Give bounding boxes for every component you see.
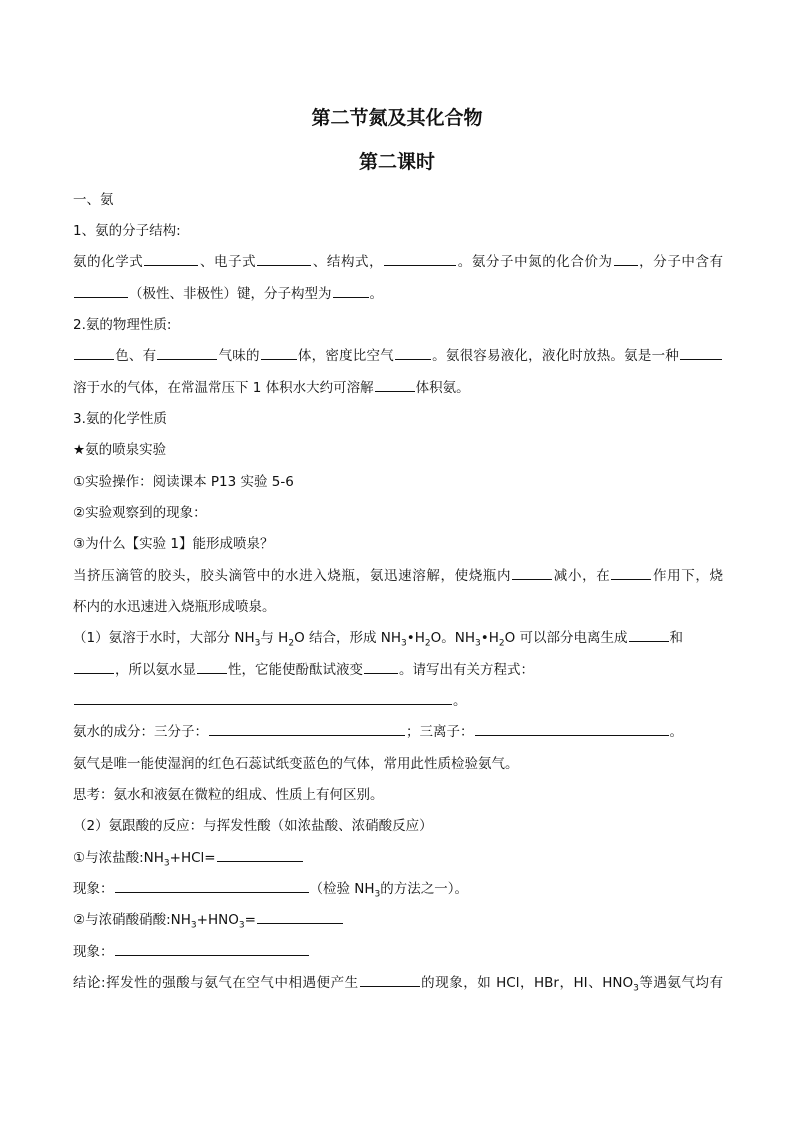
paragraph-equation-line: 。 [73, 691, 723, 711]
blank [197, 660, 227, 674]
blank [209, 722, 405, 736]
blank [611, 566, 651, 580]
item-experiment-operation: ①实验操作：阅读课本 P13 实验 5-6 [73, 474, 294, 490]
paragraph-ammonia-water-line2: ，所以氨水显 性，它能使酚酞试液变 。请写出有关方程式： [73, 660, 723, 680]
blank [364, 660, 398, 674]
blank [74, 284, 128, 298]
blank [475, 722, 669, 736]
blank [375, 378, 415, 392]
heading-fountain-experiment: ★氨的喷泉实验 [73, 442, 167, 458]
item-with-hydrochloric-acid: ①与浓盐酸$:NH_3+HCl=$ [73, 848, 723, 868]
paragraph-think-question: 思考：氨水和液氨在微粒的组成、性质上有何区别。 [73, 787, 384, 803]
blank [217, 848, 303, 862]
item-with-nitric-acid: ②与浓硝酸硝酸$:NH_3+HNO_3=$ [73, 910, 723, 930]
blank [257, 910, 343, 924]
paragraph-ammonia-water-components: 氨水的成分：三分子： ；三离子： 。 [73, 724, 683, 740]
blank [115, 879, 309, 893]
blank [384, 252, 456, 266]
item-why-fountain: ③为什么【实验 1】能形成喷泉？ [73, 536, 274, 552]
page-title: 第二节氮及其化合物 [311, 107, 483, 129]
blank [74, 691, 452, 705]
blank [333, 284, 369, 298]
paragraph-physical-line1: 色、有 气味的 体，密度比空气 。氨很容易液化，液化时放热。氨是一种 [73, 346, 723, 366]
paragraph-physical-line2: 溶于水的气体，在常温常压下 1 体积水大约可溶解 体积氨。 [73, 380, 470, 396]
heading-reaction-with-acid: （2）氨跟酸的反应：与挥发性酸（如浓盐酸、浓硝酸反应） [73, 818, 433, 834]
paragraph-fountain-line1: 当挤压滴管的胶头，胶头滴管中的水进入烧瓶，氨迅速溶解，使烧瓶内 减小，在 作用下，烧 [73, 568, 724, 584]
blank [395, 346, 431, 360]
section-heading-ammonia: 一、氨 [73, 192, 114, 208]
paragraph-fountain-line2: 杯内的水迅速进入烧瓶形成喷泉。 [73, 599, 276, 615]
blank [360, 973, 420, 987]
heading-chemical-properties: 3.氨的化学性质 [73, 411, 167, 427]
blank [74, 346, 114, 360]
blank [629, 628, 669, 642]
blank [261, 346, 297, 360]
paragraph-conclusion: 结论:挥发性的强酸与氨气在空气中相遇便产生 的现象，如 HCl，HBr，HI、$HNO_3$等遇氨气均有 [73, 975, 723, 994]
paragraph-ammonia-water-line1: （1）氨溶于水时，大部分 $NH_3$与 $H_2O$ 结合，形成 $NH_3•H_2O$。$NH_3•H_2O$ 可以部分电离生成 和 [73, 630, 684, 649]
heading-molecular-structure: 1、氨的分子结构: [73, 223, 181, 239]
item-observed-phenomenon: ②实验观察到的现象： [73, 505, 207, 521]
heading-physical-properties: 2.氨的物理性质: [73, 317, 172, 333]
blank [680, 346, 722, 360]
item-phenomenon-hno3: 现象： [73, 942, 723, 962]
blank [257, 252, 311, 266]
page-subtitle: 第二课时 [358, 151, 435, 173]
blank [144, 252, 198, 266]
blank [74, 660, 114, 674]
blank [157, 346, 217, 360]
blank [614, 252, 638, 266]
item-phenomenon-hcl: 现象： （检验 $NH_3$的方法之一）。 [73, 881, 469, 900]
blank [115, 942, 309, 956]
blank [512, 566, 552, 580]
paragraph-structure-line2: （极性、非极性）键，分子构型为 。 [73, 284, 723, 304]
paragraph-structure-line1: 氨的化学式 、电子式 、结构式， 。氨分子中氮的化合价为 ，分子中含有 [73, 254, 724, 270]
paragraph-litmus-test: 氨气是唯一能使湿润的红色石蕊试纸变蓝色的气体，常用此性质检验氨气。 [73, 756, 519, 772]
